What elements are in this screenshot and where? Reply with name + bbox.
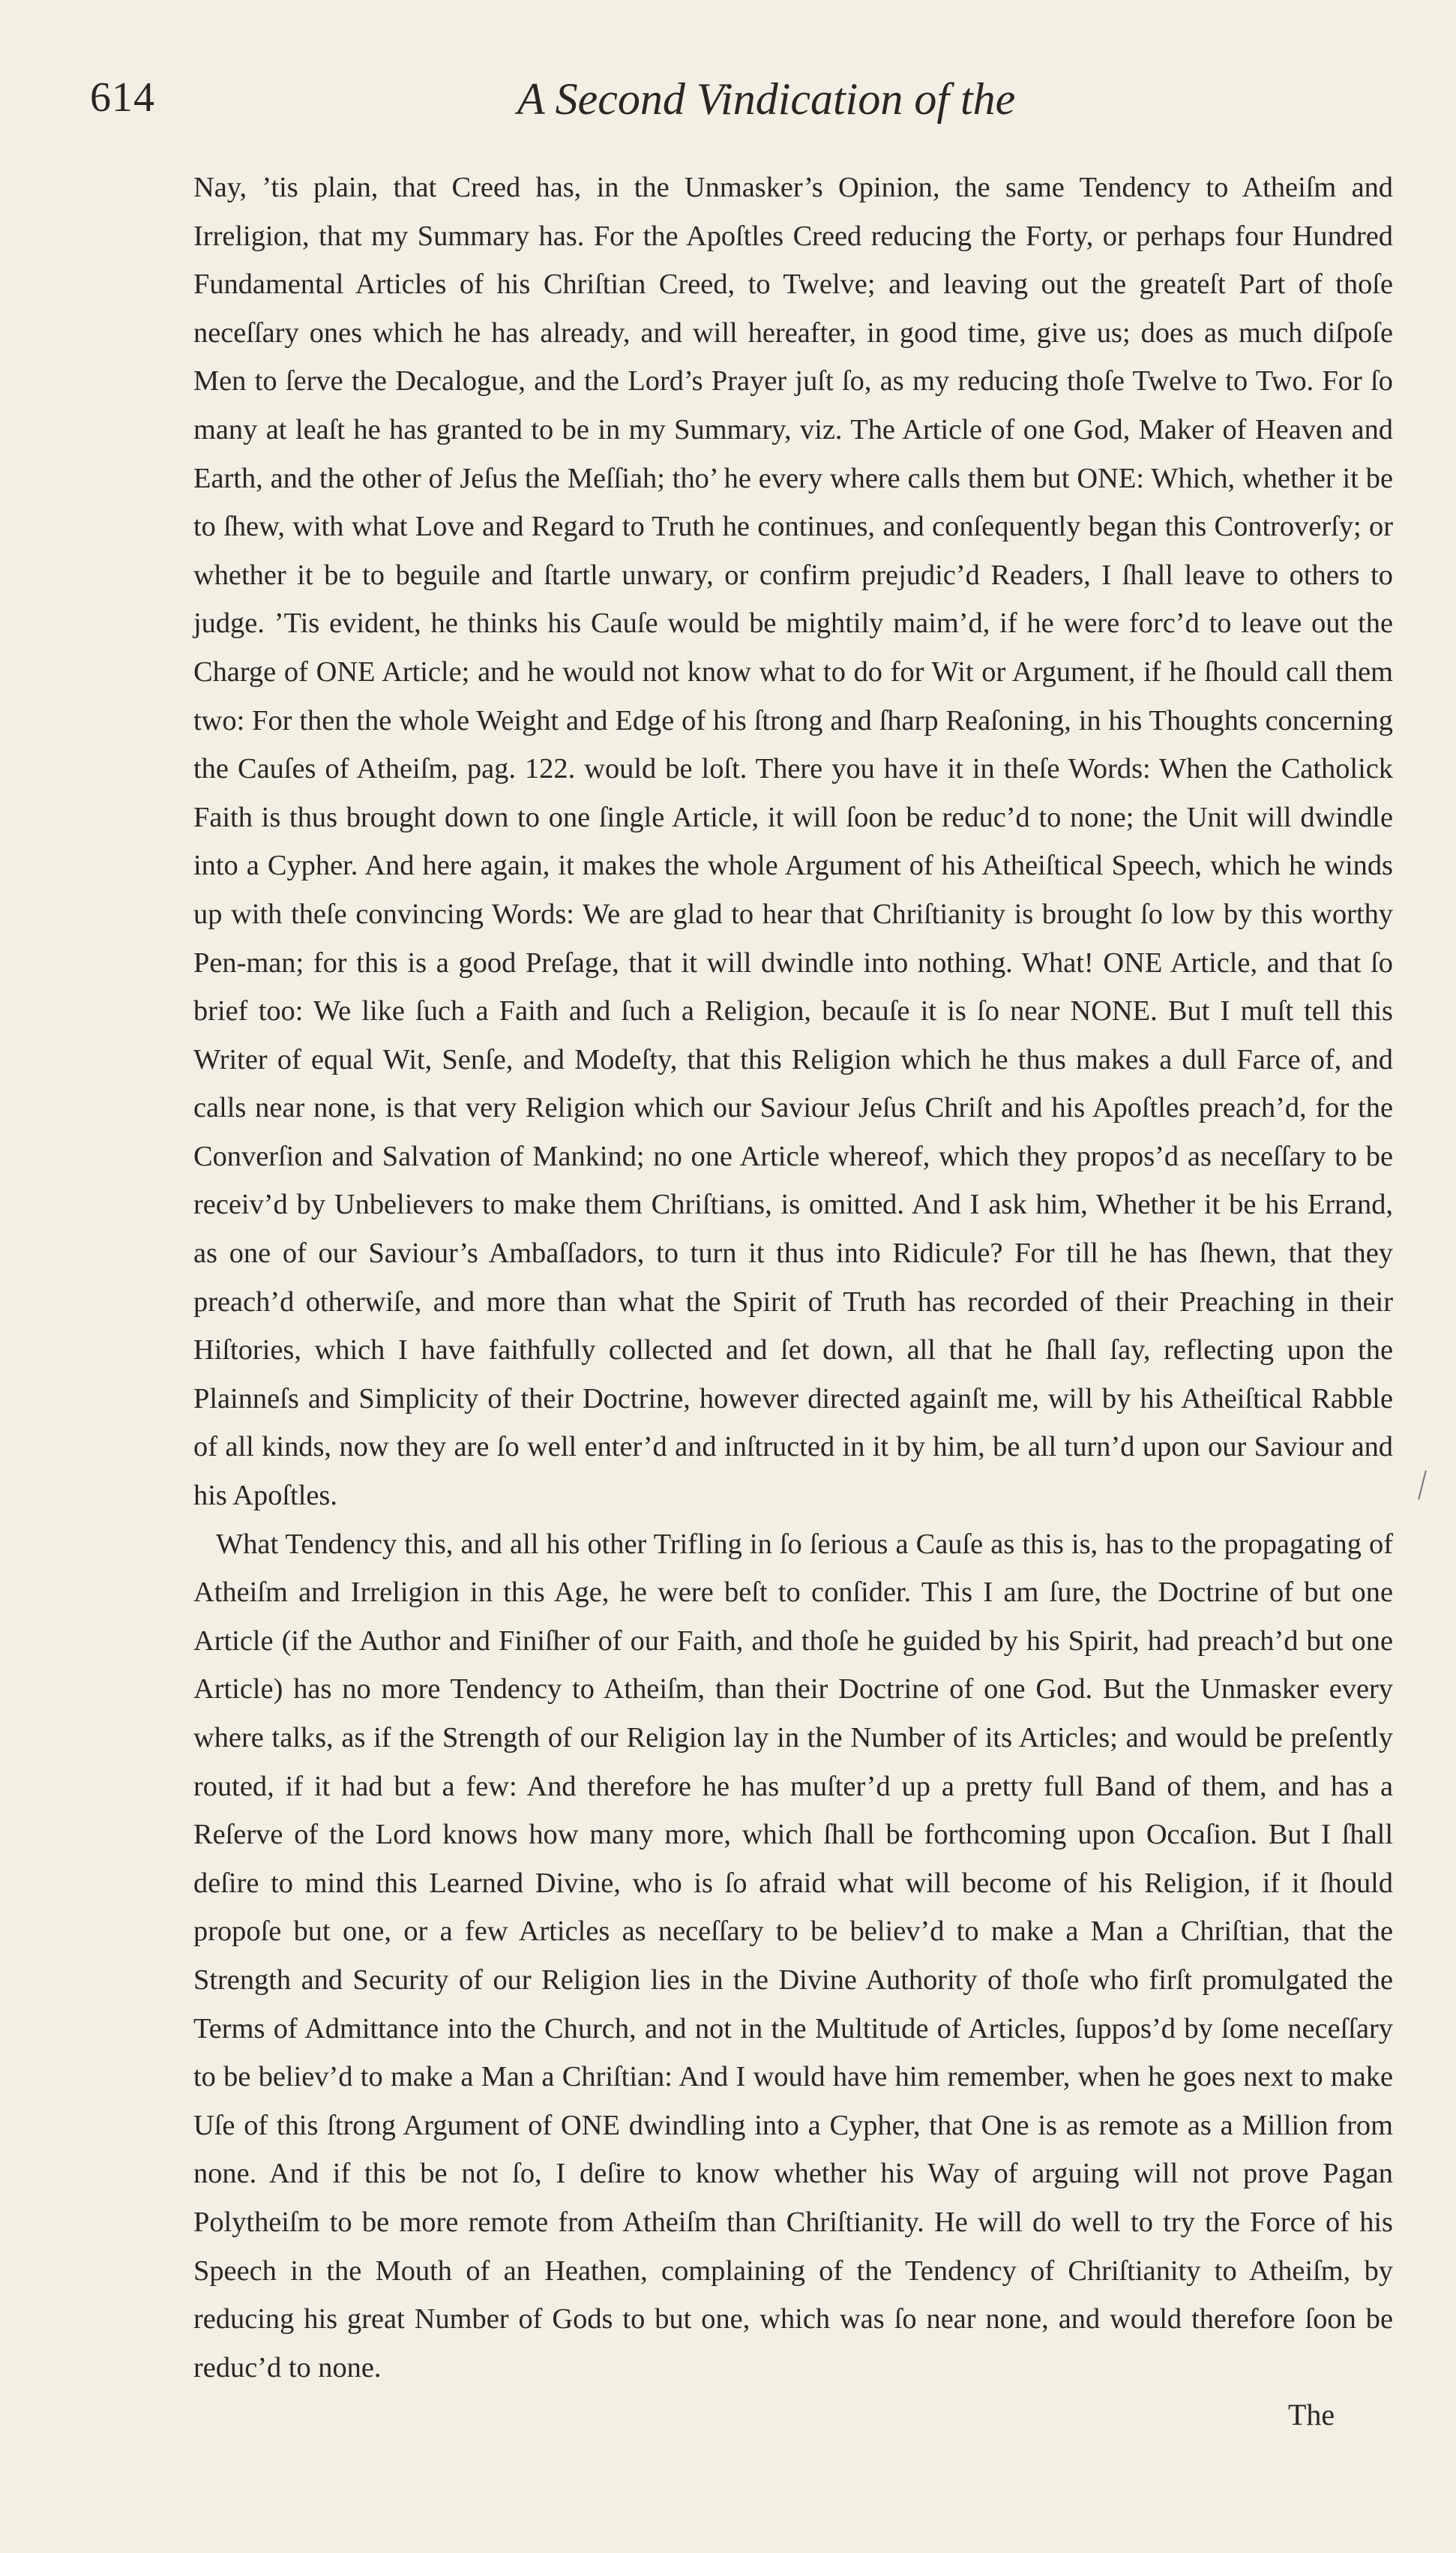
catchword: The <box>1288 2398 1335 2432</box>
running-title: A Second Vindication of the <box>517 74 1016 124</box>
paragraph-1: Nay, ’tis plain, that Creed has, in the Unmasker’s Opinion, the same Tendency to Atheiſm and Irreligion, that my Summary has. For the Apoſtles Creed reducing the Forty, or perhaps four Hundred Fundamental Articles of his Chriſtian Creed, to Twelve; and leaving out the greateſt Part of thoſe neceſſary ones which he has already, and will hereafter, in good time, give us; does as much diſpoſe Men to ſerve the Decalogue, and the Lord’s Prayer juſt ſo, as my reducing thoſe Twelve to Two. For ſo many at leaſt he has granted to be in my Summary, viz. The Article of one God, Maker of Heaven and Earth, and the other of Jeſus the Meſſiah; tho’ he every where calls them but ONE: Which, whether it be to ſhew, with what Love and Regard to Truth he continues, and conſequently began this Controverſy; or whether it be to beguile and ſtartle unwary, or confirm prejudic’d Readers, I ſhall leave to others to judge. ’Tis evident, he thinks his Cauſe would be mightily maim’d, if he were forc’d to leave out the Charge of ONE Article; and he would not know what to do for Wit or Argument, if he ſhould call them two: For then the whole Weight and Edge of his ſtrong and ſharp Reaſoning, in his Thoughts concerning the Cauſes of Atheiſm, pag. 122. would be loſt. There you have it in theſe Words: When the Catholick Faith is thus brought down to one ſingle Article, it will ſoon be reduc’d to none; the Unit will dwindle into a Cypher. And here again, it makes the whole Argument of his Atheiſtical Speech, which he winds up with theſe convincing Words: We are glad to hear that Chriſtianity is brought ſo low by this worthy Pen-man; for this is a good Preſage, that it will dwindle into nothing. What! ONE Article, and that ſo brief too: We like ſuch a Faith and ſuch a Religion, becauſe it is ſo near NONE. But I muſt tell this Writer of equal Wit, Senſe, and Modeſty, that this Religion which he thus makes a dull Farce of, and calls near none, is that very Religion which our Saviour Jeſus Chriſt and his Apoſtles preach’d, for the Converſion and Salvation of Mankind; no one Article whereof, which they propos’d as neceſſary to be receiv’d by Unbelievers to make them Chriſtians, is omitted. And I ask him, Whether it be his Errand, as one of our Saviour’s Ambaſſadors, to turn it thus into Ridicule? For till he has ſhewn, that they preach’d otherwiſe, and more than what the Spirit of Truth has recorded of their Preaching in their Hiſtories, which I have faithfully collected and ſet down, all that he ſhall ſay, reflecting upon the Plainneſs and Simplicity of their Doctrine, however directed againſt me, will by his Atheiſtical Rabble of all kinds, now they are ſo well enter’d and inſtructed in it by him, be all turn’d upon our Saviour and his Apoſtles. <box>193 172 1393 1512</box>
paragraph-2: What Tendency this, and all his other Trifling in ſo ſerious a Cauſe as this is, has to the propagating of Atheiſm and Irreligion in this Age, he were beſt to conſider. This I am ſure, the Doctrine of but one Article (if the Author and Finiſher of our Faith, and thoſe he guided by his Spirit, had preach’d but one Article) has no more Tendency to Atheiſm, than their Doctrine of one God. But the Unmasker every where talks, as if the Strength of our Religion lay in the Number of its Articles; and would be preſently routed, if it had but a few: And therefore he has muſter’d up a pretty full Band of them, and has a Reſerve of the Lord knows how many more, which ſhall be forthcoming upon Occaſion. But I ſhall deſire to mind this Learned Divine, who is ſo afraid what will become of his Religion, if it ſhould propoſe but one, or a few Articles as neceſſary to be believ’d to make a Man a Chriſtian, that the Strength and Security of our Religion lies in the Divine Authority of thoſe who firſt promulgated the Terms of Admittance into the Church, and not in the Multitude of Articles, ſuppos’d by ſome neceſſary to be believ’d to make a Man a Chriſtian: And I would have him remember, when he goes next to make Uſe of this ſtrong Argument of ONE dwindling into a Cypher, that One is as remote as a Million from none. And if this be not ſo, I deſire to know whether his Way of arguing will not prove Pagan Polytheiſm to be more remote from Atheiſm than Chriſtianity. He will do well to try the Force of his Speech in the Mouth of an Heathen, complaining of the Tendency of Chriſtianity to Atheiſm, by reducing his great Number of Gods to but one, which was ſo near none, and would therefore ſoon be reduc’d to none. <box>193 1528 1393 2384</box>
margin-mark <box>1418 1470 1427 1499</box>
body-text <box>193 164 1393 2392</box>
page-number: 614 <box>90 74 155 121</box>
